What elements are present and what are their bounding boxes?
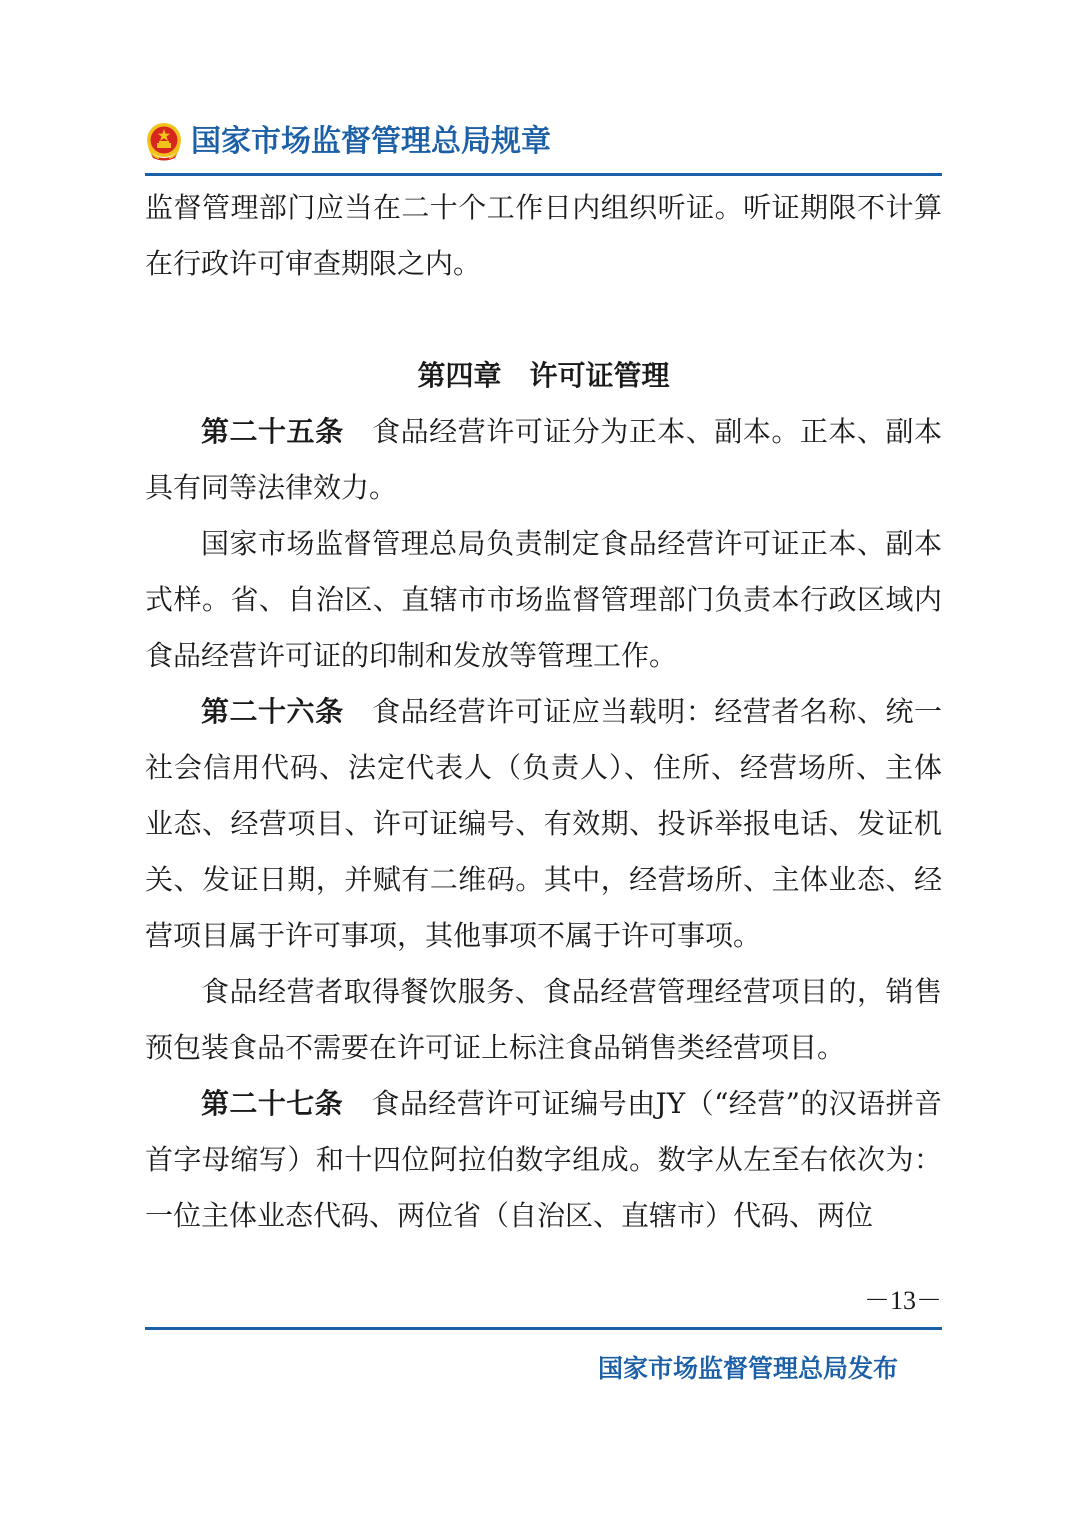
article-text: 食品经营许可证应当载明：经营者名称、统一社会信用代码、法定代表人（负责人）、住所、经营场所、主体业态、经营项目、许可证编号、有效期、投诉举报电话、发证机关、发证日期，并赋有二维码。其中，经营场所、主体业态、经营项目属于许可事项，其他事项不属于许可事项。 [145,695,942,952]
paragraph: 食品经营者取得餐饮服务、食品经营管理经营项目的，销售预包装食品不需要在许可证上标注食品销售类经营项目。 [145,975,942,1064]
article-number: 第二十五条 [201,415,344,448]
footer-publisher: 国家市场监督管理总局发布 [597,1354,898,1383]
article-text: 食品经营许可证编号由JY（“经营”的汉语拼音首字母缩写）和十四位阿拉伯数字组成。数字从左至右依次为：一位主体业态代码、两位省（自治区、直辖市）代码、两位 [145,1087,942,1232]
paragraph: 国家市场监督管理总局负责制定食品经营许可证正本、副本式样。省、自治区、直辖市市场监督管理部门负责本行政区域内食品经营许可证的印制和发放等管理工作。 [145,527,942,672]
paragraph-continuation: 监督管理部门应当在二十个工作日内组织听证。听证期限不计算在行政许可审查期限之内。 [145,191,942,280]
header-title: 国家市场监督管理总局规章 [191,124,551,159]
chapter-title: 第四章 许可证管理 [417,359,670,392]
page-header [145,118,945,170]
article-number: 第二十七条 [201,1087,344,1120]
article-text: 食品经营许可证分为正本、副本。正本、副本具有同等法律效力。 [145,415,942,504]
article-number: 第二十六条 [201,695,344,728]
document-body [145,180,942,1244]
article-26 [145,684,942,964]
header-divider [145,173,942,176]
page-number: －13－ [863,1286,942,1315]
footer-divider [145,1327,942,1330]
article-25 [145,404,942,516]
article-27 [145,1076,942,1244]
national-emblem-icon [145,122,183,162]
